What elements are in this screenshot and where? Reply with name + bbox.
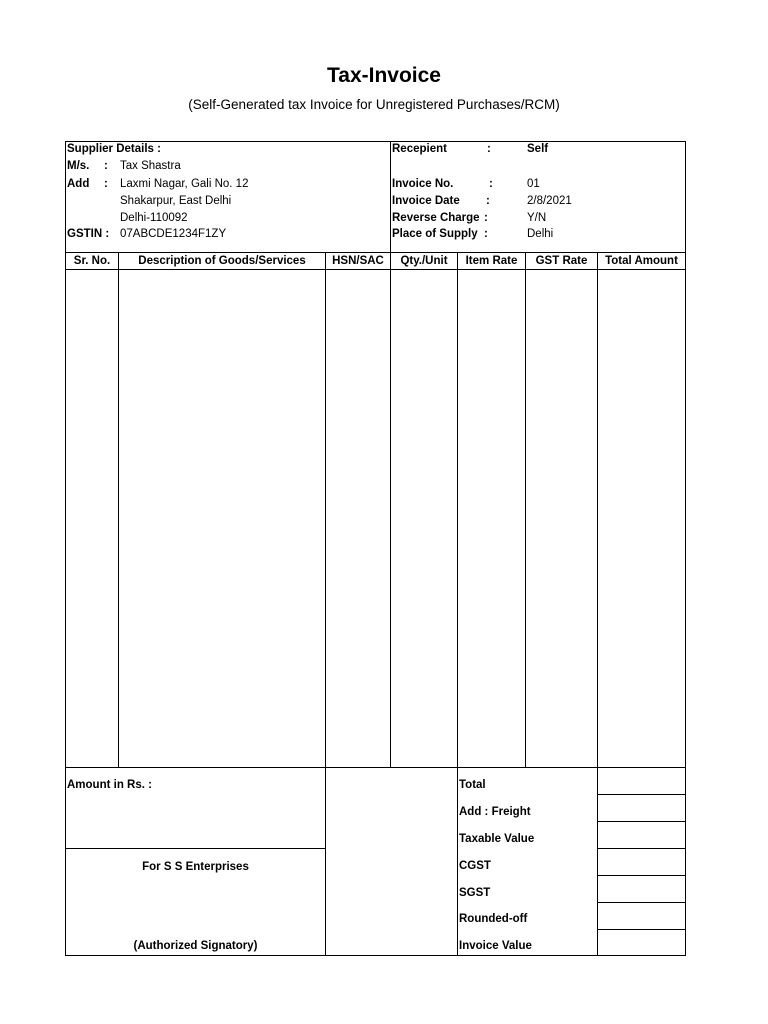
column-header-sr-no: Sr. No. xyxy=(73,255,111,267)
recipient-value: Self xyxy=(527,143,549,155)
company-signature-line: For S S Enterprises xyxy=(142,861,249,873)
column-header-hsn-sac: HSN/SAC xyxy=(332,255,384,267)
place-of-supply-label: Place of Supply xyxy=(392,228,478,240)
address-separator: : xyxy=(104,178,108,190)
recipient-separator: : xyxy=(487,143,491,155)
summary-label-taxable-value: Taxable Value xyxy=(459,833,535,845)
header-divider xyxy=(65,252,686,253)
ms-label: M/s. xyxy=(67,160,90,172)
summary-label-invoice-value: Invoice Value xyxy=(459,940,532,952)
address-line: Shakarpur, East Delhi xyxy=(120,195,232,207)
reverse-charge-label: Reverse Charge xyxy=(392,212,480,224)
address-line: Delhi-110092 xyxy=(120,212,188,224)
place-of-supply-separator: : xyxy=(484,228,488,240)
summary-label-freight: Add : Freight xyxy=(459,806,531,818)
amount-in-words-label: Amount in Rs. : xyxy=(67,779,152,791)
summary-cell-divider xyxy=(597,875,686,876)
address-label: Add xyxy=(67,178,90,190)
signature-divider xyxy=(65,848,325,849)
invoice-subtitle: (Self-Generated tax Invoice for Unregistered Purchases/RCM) xyxy=(188,97,560,112)
gstin-value: 07ABCDE1234F1ZY xyxy=(120,228,227,240)
invoice-no-separator: : xyxy=(489,178,493,190)
invoice-title: Tax-Invoice xyxy=(327,64,441,87)
supplier-heading: Supplier Details : xyxy=(67,143,161,155)
summary-cell-divider xyxy=(597,821,686,822)
column-divider xyxy=(457,252,458,955)
summary-label-cgst: CGST xyxy=(459,860,491,872)
summary-label-rounded-off: Rounded-off xyxy=(459,913,528,925)
summary-cell-divider xyxy=(597,848,686,849)
summary-label-sgst: SGST xyxy=(459,887,491,899)
summary-cell-divider xyxy=(597,794,686,795)
column-header-total-amount: Total Amount xyxy=(605,255,678,267)
recipient-label: Recepient xyxy=(392,143,447,155)
authorized-signatory: (Authorized Signatory) xyxy=(133,940,258,952)
place-of-supply-value: Delhi xyxy=(527,228,554,240)
column-header-item-rate: Item Rate xyxy=(465,255,518,267)
column-divider xyxy=(525,252,526,767)
column-divider xyxy=(597,252,598,955)
column-header-divider xyxy=(65,269,686,270)
reverse-charge-value: Y/N xyxy=(527,212,547,224)
reverse-charge-separator: : xyxy=(484,212,488,224)
summary-cell-divider xyxy=(597,929,686,930)
summary-cell-divider xyxy=(597,902,686,903)
column-header-qty-unit: Qty./Unit xyxy=(400,255,448,267)
column-divider xyxy=(118,252,119,767)
address-line: Laxmi Nagar, Gali No. 12 xyxy=(120,178,249,190)
gstin-label: GSTIN : xyxy=(67,228,110,240)
ms-separator: : xyxy=(104,160,108,172)
column-header-gst-rate: GST Rate xyxy=(535,255,588,267)
supplier-name: Tax Shastra xyxy=(120,160,181,172)
invoice-no-value: 01 xyxy=(527,178,540,190)
column-divider xyxy=(325,252,326,955)
invoice-date-label: Invoice Date xyxy=(392,195,460,207)
header-column-divider xyxy=(390,141,391,252)
summary-label-total: Total xyxy=(459,779,486,791)
column-divider xyxy=(390,252,391,767)
items-bottom-divider xyxy=(65,767,686,768)
column-header-description: Description of Goods/Services xyxy=(138,255,306,267)
invoice-date-separator: : xyxy=(486,195,490,207)
frame-right-border xyxy=(685,141,686,956)
frame-bottom-border xyxy=(65,955,686,956)
invoice-date-value: 2/8/2021 xyxy=(527,195,572,207)
invoice-no-label: Invoice No. xyxy=(392,178,454,190)
